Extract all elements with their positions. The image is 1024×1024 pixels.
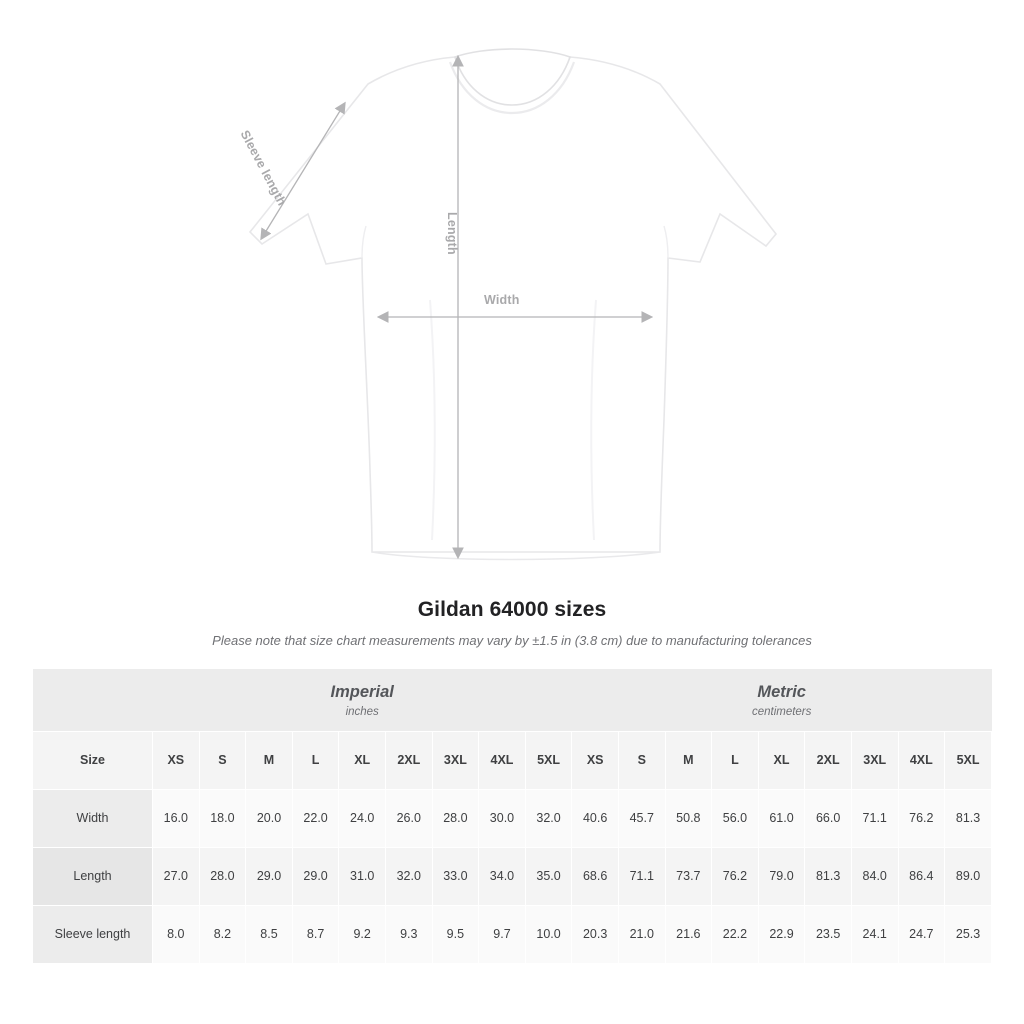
size-header-row — [33, 731, 992, 789]
cell: 24.7 — [898, 905, 945, 963]
col-header: 4XL — [479, 731, 526, 789]
cell: 16.0 — [153, 789, 200, 847]
cell: 81.3 — [945, 789, 992, 847]
row-label-sleeve-length: Sleeve length — [33, 905, 153, 963]
col-header: XS — [153, 731, 200, 789]
label-width: Width — [484, 293, 520, 307]
label-length: Length — [445, 212, 459, 255]
cell: 8.5 — [246, 905, 293, 963]
col-header: L — [292, 731, 339, 789]
col-header: 3XL — [432, 731, 479, 789]
header-size-label: Size — [33, 731, 153, 789]
cell: 18.0 — [199, 789, 246, 847]
col-header: M — [665, 731, 712, 789]
cell: 50.8 — [665, 789, 712, 847]
cell: 35.0 — [525, 847, 572, 905]
cell: 40.6 — [572, 789, 619, 847]
cell: 8.0 — [153, 905, 200, 963]
cell: 20.3 — [572, 905, 619, 963]
unit-corner-cell — [33, 669, 153, 731]
unit-sub-imperial: inches — [345, 705, 379, 718]
col-header: XL — [339, 731, 386, 789]
col-header: XS — [572, 731, 619, 789]
cell: 71.1 — [618, 847, 665, 905]
cell: 84.0 — [851, 847, 898, 905]
col-header: L — [712, 731, 759, 789]
cell: 22.2 — [712, 905, 759, 963]
cell: 8.7 — [292, 905, 339, 963]
col-header: 3XL — [851, 731, 898, 789]
unit-sub-metric: centimeters — [751, 705, 812, 718]
label-sleeve-length: Sleeve length — [237, 128, 290, 209]
size-table-wrapper — [32, 669, 992, 964]
cell: 71.1 — [851, 789, 898, 847]
cell: 25.3 — [945, 905, 992, 963]
table-row — [33, 789, 992, 847]
cell: 76.2 — [898, 789, 945, 847]
title-block — [0, 598, 1024, 648]
cell: 73.7 — [665, 847, 712, 905]
col-header: 5XL — [525, 731, 572, 789]
cell: 9.5 — [432, 905, 479, 963]
cell: 27.0 — [153, 847, 200, 905]
cell: 26.0 — [385, 789, 432, 847]
col-header: S — [618, 731, 665, 789]
cell: 45.7 — [618, 789, 665, 847]
col-header: 4XL — [898, 731, 945, 789]
table-row — [33, 847, 992, 905]
table-row — [33, 905, 992, 963]
cell: 89.0 — [945, 847, 992, 905]
cell: 81.3 — [805, 847, 852, 905]
col-header: XL — [758, 731, 805, 789]
unit-label-metric: Metric — [757, 682, 806, 701]
cell: 30.0 — [479, 789, 526, 847]
unit-group-imperial — [153, 669, 572, 731]
cell: 32.0 — [525, 789, 572, 847]
cell: 21.0 — [618, 905, 665, 963]
cell: 22.0 — [292, 789, 339, 847]
col-header: S — [199, 731, 246, 789]
cell: 10.0 — [525, 905, 572, 963]
cell: 9.7 — [479, 905, 526, 963]
cell: 29.0 — [292, 847, 339, 905]
col-header: M — [246, 731, 293, 789]
col-header: 2XL — [385, 731, 432, 789]
cell: 8.2 — [199, 905, 246, 963]
cell: 22.9 — [758, 905, 805, 963]
cell: 23.5 — [805, 905, 852, 963]
cell: 32.0 — [385, 847, 432, 905]
row-label-length: Length — [33, 847, 153, 905]
cell: 24.1 — [851, 905, 898, 963]
tolerance-note: Please note that size chart measurements may vary by ±1.5 in (3.8 cm) due to manufacturing tolerances — [212, 633, 812, 648]
unit-header-row — [33, 669, 992, 731]
unit-label-imperial: Imperial — [330, 682, 394, 701]
cell: 68.6 — [572, 847, 619, 905]
cell: 31.0 — [339, 847, 386, 905]
cell: 28.0 — [199, 847, 246, 905]
col-header: 5XL — [945, 731, 992, 789]
cell: 66.0 — [805, 789, 852, 847]
row-label-width: Width — [33, 789, 153, 847]
cell: 61.0 — [758, 789, 805, 847]
cell: 33.0 — [432, 847, 479, 905]
cell: 56.0 — [712, 789, 759, 847]
unit-group-metric — [572, 669, 992, 731]
cell: 20.0 — [246, 789, 293, 847]
cell: 79.0 — [758, 847, 805, 905]
cell: 24.0 — [339, 789, 386, 847]
cell: 76.2 — [712, 847, 759, 905]
cell: 9.2 — [339, 905, 386, 963]
cell: 21.6 — [665, 905, 712, 963]
col-header: 2XL — [805, 731, 852, 789]
cell: 29.0 — [246, 847, 293, 905]
cell: 9.3 — [385, 905, 432, 963]
size-table — [32, 669, 992, 964]
cell: 86.4 — [898, 847, 945, 905]
cell: 34.0 — [479, 847, 526, 905]
cell: 28.0 — [432, 789, 479, 847]
page-title: Gildan 64000 sizes — [417, 598, 607, 621]
